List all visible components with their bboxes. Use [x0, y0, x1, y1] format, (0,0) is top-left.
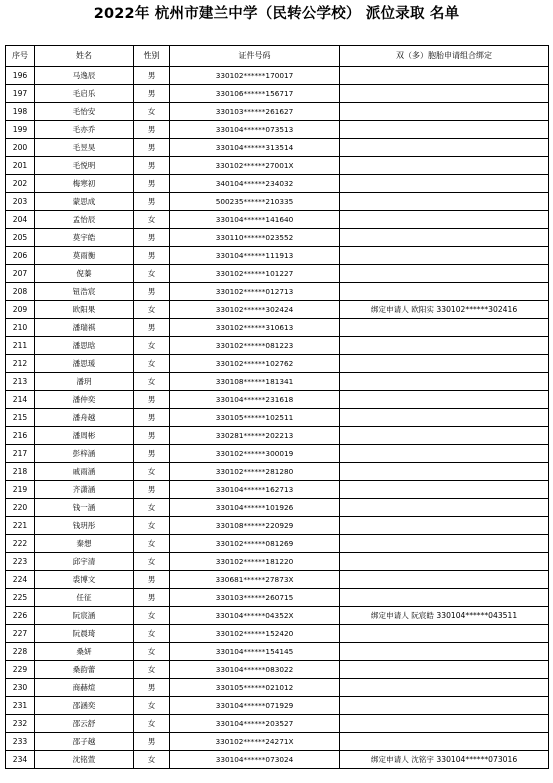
cell-no: 227	[6, 625, 35, 643]
cell-gender: 男	[134, 157, 170, 175]
cell-id: 330104******162713	[170, 481, 340, 499]
cell-gender: 男	[134, 283, 170, 301]
cell-no: 225	[6, 589, 35, 607]
cell-twin-binding	[340, 247, 549, 265]
cell-twin-binding	[340, 463, 549, 481]
cell-no: 234	[6, 751, 35, 769]
table-row	[6, 319, 549, 337]
cell-name: 裘博文	[35, 571, 134, 589]
cell-name: 毛启乐	[35, 85, 134, 103]
cell-no: 224	[6, 571, 35, 589]
cell-twin-binding	[340, 661, 549, 679]
cell-name: 钱玥彤	[35, 517, 134, 535]
cell-id: 330105******021012	[170, 679, 340, 697]
table-row	[6, 409, 549, 427]
cell-no: 212	[6, 355, 35, 373]
cell-no: 220	[6, 499, 35, 517]
cell-id: 330281******202213	[170, 427, 340, 445]
cell-gender: 女	[134, 301, 170, 319]
cell-no: 232	[6, 715, 35, 733]
cell-name: 邵子越	[35, 733, 134, 751]
cell-gender: 女	[134, 625, 170, 643]
table-row	[6, 445, 549, 463]
cell-twin-binding	[340, 733, 549, 751]
cell-name: 秦想	[35, 535, 134, 553]
cell-gender: 男	[134, 229, 170, 247]
cell-twin-binding	[340, 157, 549, 175]
table-row	[6, 121, 549, 139]
cell-gender: 男	[134, 139, 170, 157]
cell-id: 330102******302424	[170, 301, 340, 319]
cell-gender: 女	[134, 553, 170, 571]
cell-id: 330103******260715	[170, 589, 340, 607]
header-no: 序号	[6, 46, 35, 67]
cell-id: 330104******04352X	[170, 607, 340, 625]
cell-id: 330102******102762	[170, 355, 340, 373]
cell-name: 潘仲奕	[35, 391, 134, 409]
admission-table	[5, 45, 549, 769]
cell-gender: 男	[134, 247, 170, 265]
cell-no: 202	[6, 175, 35, 193]
cell-id: 330102******310613	[170, 319, 340, 337]
header-gender: 性别	[134, 46, 170, 67]
cell-no: 219	[6, 481, 35, 499]
cell-no: 216	[6, 427, 35, 445]
cell-name: 欧阳果	[35, 301, 134, 319]
cell-gender: 男	[134, 67, 170, 85]
cell-gender: 男	[134, 445, 170, 463]
cell-name: 毛亦乔	[35, 121, 134, 139]
cell-gender: 女	[134, 697, 170, 715]
cell-gender: 男	[134, 319, 170, 337]
cell-twin-binding	[340, 193, 549, 211]
cell-gender: 男	[134, 427, 170, 445]
document-title: 2022年 杭州市建兰中学（民转公学校） 派位录取 名单	[93, 6, 460, 22]
cell-twin-binding	[340, 535, 549, 553]
cell-gender: 女	[134, 103, 170, 121]
table-row	[6, 499, 549, 517]
cell-no: 200	[6, 139, 35, 157]
cell-name: 邱宇清	[35, 553, 134, 571]
cell-id: 330106******156717	[170, 85, 340, 103]
cell-twin-binding	[340, 553, 549, 571]
cell-name: 倪蓁	[35, 265, 134, 283]
cell-name: 任征	[35, 589, 134, 607]
cell-twin-binding	[340, 697, 549, 715]
cell-name: 钮浩宸	[35, 283, 134, 301]
cell-id: 330102******101227	[170, 265, 340, 283]
cell-id: 330108******181341	[170, 373, 340, 391]
cell-name: 彭梓涵	[35, 445, 134, 463]
table-row	[6, 391, 549, 409]
cell-no: 203	[6, 193, 35, 211]
cell-no: 231	[6, 697, 35, 715]
table-row	[6, 661, 549, 679]
cell-gender: 女	[134, 463, 170, 481]
cell-twin-binding	[340, 121, 549, 139]
cell-id: 330104******231618	[170, 391, 340, 409]
cell-no: 196	[6, 67, 35, 85]
table-row	[6, 85, 549, 103]
table-row	[6, 751, 549, 769]
cell-gender: 女	[134, 355, 170, 373]
cell-twin-binding	[340, 373, 549, 391]
cell-no: 201	[6, 157, 35, 175]
header-name: 姓名	[35, 46, 134, 67]
cell-gender: 男	[134, 121, 170, 139]
cell-name: 毛怡安	[35, 103, 134, 121]
table-row	[6, 589, 549, 607]
cell-id: 330102******012713	[170, 283, 340, 301]
cell-no: 228	[6, 643, 35, 661]
cell-gender: 男	[134, 175, 170, 193]
cell-gender: 女	[134, 751, 170, 769]
cell-id: 330102******281280	[170, 463, 340, 481]
cell-id: 330110******023552	[170, 229, 340, 247]
cell-gender: 男	[134, 85, 170, 103]
cell-gender: 女	[134, 607, 170, 625]
cell-twin-binding	[340, 67, 549, 85]
cell-twin-binding	[340, 445, 549, 463]
cell-name: 毛悦明	[35, 157, 134, 175]
cell-gender: 女	[134, 535, 170, 553]
cell-twin-binding: 绑定申请人 欧阳实 330102******302416	[340, 301, 549, 319]
cell-twin-binding	[340, 625, 549, 643]
cell-name: 商赫煊	[35, 679, 134, 697]
cell-twin-binding	[340, 589, 549, 607]
table-row	[6, 517, 549, 535]
cell-twin-binding: 绑定申请人 沈铭宇 330104******073016	[340, 751, 549, 769]
table-row	[6, 229, 549, 247]
table-row	[6, 373, 549, 391]
cell-no: 207	[6, 265, 35, 283]
table-row	[6, 697, 549, 715]
table-row	[6, 337, 549, 355]
cell-no: 215	[6, 409, 35, 427]
cell-name: 邵云舒	[35, 715, 134, 733]
cell-no: 211	[6, 337, 35, 355]
cell-no: 199	[6, 121, 35, 139]
cell-id: 330108******220929	[170, 517, 340, 535]
cell-id: 330104******111913	[170, 247, 340, 265]
cell-twin-binding	[340, 139, 549, 157]
table-row	[6, 481, 549, 499]
cell-no: 230	[6, 679, 35, 697]
cell-gender: 男	[134, 481, 170, 499]
cell-id: 330102******170017	[170, 67, 340, 85]
table-body	[6, 67, 549, 769]
cell-name: 潘思晗	[35, 337, 134, 355]
cell-name: 莫宇皓	[35, 229, 134, 247]
cell-twin-binding	[340, 499, 549, 517]
cell-no: 205	[6, 229, 35, 247]
cell-twin-binding	[340, 715, 549, 733]
cell-id: 330104******203527	[170, 715, 340, 733]
cell-twin-binding	[340, 175, 549, 193]
cell-no: 218	[6, 463, 35, 481]
cell-name: 桑妍	[35, 643, 134, 661]
cell-no: 197	[6, 85, 35, 103]
cell-twin-binding	[340, 103, 549, 121]
cell-gender: 女	[134, 211, 170, 229]
cell-id: 330102******081223	[170, 337, 340, 355]
cell-twin-binding	[340, 409, 549, 427]
cell-id: 330102******300019	[170, 445, 340, 463]
cell-twin-binding	[340, 355, 549, 373]
cell-id: 330102******24271X	[170, 733, 340, 751]
table-row	[6, 733, 549, 751]
cell-gender: 男	[134, 679, 170, 697]
cell-id: 330102******181220	[170, 553, 340, 571]
cell-name: 潘思瑗	[35, 355, 134, 373]
cell-gender: 女	[134, 337, 170, 355]
cell-gender: 女	[134, 499, 170, 517]
cell-no: 217	[6, 445, 35, 463]
cell-no: 229	[6, 661, 35, 679]
cell-id: 330102******081269	[170, 535, 340, 553]
cell-id: 330104******141640	[170, 211, 340, 229]
cell-name: 阮晨琦	[35, 625, 134, 643]
cell-no: 209	[6, 301, 35, 319]
table-row	[6, 643, 549, 661]
cell-id: 330105******102511	[170, 409, 340, 427]
cell-no: 213	[6, 373, 35, 391]
table-row	[6, 715, 549, 733]
table-row	[6, 211, 549, 229]
cell-name: 潘周彬	[35, 427, 134, 445]
table-row	[6, 301, 549, 319]
cell-id: 330102******27001X	[170, 157, 340, 175]
cell-name: 梅寒初	[35, 175, 134, 193]
header-id: 证件号码	[170, 46, 340, 67]
cell-name: 马逸辰	[35, 67, 134, 85]
cell-name: 蒙思成	[35, 193, 134, 211]
cell-twin-binding	[340, 427, 549, 445]
cell-twin-binding	[340, 679, 549, 697]
cell-id: 340104******234032	[170, 175, 340, 193]
table-row	[6, 175, 549, 193]
cell-no: 208	[6, 283, 35, 301]
cell-twin-binding	[340, 571, 549, 589]
cell-name: 毛昱昊	[35, 139, 134, 157]
table-row	[6, 103, 549, 121]
cell-id: 330104******101926	[170, 499, 340, 517]
cell-name: 沈铭萱	[35, 751, 134, 769]
cell-twin-binding	[340, 481, 549, 499]
cell-gender: 女	[134, 265, 170, 283]
cell-gender: 女	[134, 373, 170, 391]
cell-name: 桑韵蕾	[35, 661, 134, 679]
cell-name: 阮宸涵	[35, 607, 134, 625]
table-row	[6, 67, 549, 85]
cell-gender: 女	[134, 661, 170, 679]
cell-id: 330104******083022	[170, 661, 340, 679]
cell-id: 330104******073513	[170, 121, 340, 139]
header-twin-binding: 双（多）胞胎申请组合绑定	[340, 46, 549, 67]
cell-twin-binding	[340, 85, 549, 103]
table-row	[6, 247, 549, 265]
cell-no: 233	[6, 733, 35, 751]
cell-twin-binding	[340, 319, 549, 337]
table-row	[6, 355, 549, 373]
cell-twin-binding	[340, 643, 549, 661]
cell-id: 330102******152420	[170, 625, 340, 643]
cell-id: 330681******27873X	[170, 571, 340, 589]
cell-no: 222	[6, 535, 35, 553]
cell-id: 330104******071929	[170, 697, 340, 715]
cell-no: 214	[6, 391, 35, 409]
cell-no: 223	[6, 553, 35, 571]
cell-gender: 男	[134, 391, 170, 409]
table-row	[6, 625, 549, 643]
cell-no: 226	[6, 607, 35, 625]
cell-name: 戚雨涵	[35, 463, 134, 481]
cell-gender: 女	[134, 517, 170, 535]
cell-gender: 女	[134, 715, 170, 733]
cell-id: 500235******210335	[170, 193, 340, 211]
cell-gender: 男	[134, 733, 170, 751]
table-row	[6, 283, 549, 301]
cell-twin-binding	[340, 337, 549, 355]
table-row	[6, 571, 549, 589]
cell-name: 齐潇涵	[35, 481, 134, 499]
table-row	[6, 535, 549, 553]
table-row	[6, 157, 549, 175]
cell-name: 邵涵奕	[35, 697, 134, 715]
table-row	[6, 193, 549, 211]
table-row	[6, 553, 549, 571]
cell-no: 206	[6, 247, 35, 265]
cell-twin-binding	[340, 517, 549, 535]
cell-gender: 男	[134, 409, 170, 427]
table-row	[6, 679, 549, 697]
cell-no: 221	[6, 517, 35, 535]
table-row	[6, 139, 549, 157]
cell-name: 钱一涵	[35, 499, 134, 517]
cell-id: 330104******073024	[170, 751, 340, 769]
cell-gender: 女	[134, 643, 170, 661]
cell-name: 潘玥	[35, 373, 134, 391]
cell-name: 潘舟越	[35, 409, 134, 427]
cell-gender: 男	[134, 193, 170, 211]
table-row	[6, 607, 549, 625]
cell-id: 330104******313514	[170, 139, 340, 157]
cell-twin-binding	[340, 211, 549, 229]
cell-twin-binding	[340, 391, 549, 409]
cell-gender: 男	[134, 571, 170, 589]
table-row	[6, 427, 549, 445]
table-row	[6, 463, 549, 481]
cell-twin-binding: 绑定申请人 阮宸皓 330104******043511	[340, 607, 549, 625]
cell-id: 330104******154145	[170, 643, 340, 661]
table-header-row	[6, 46, 549, 67]
cell-id: 330103******261627	[170, 103, 340, 121]
cell-no: 204	[6, 211, 35, 229]
cell-no: 210	[6, 319, 35, 337]
cell-gender: 男	[134, 589, 170, 607]
cell-name: 莫雨衡	[35, 247, 134, 265]
cell-twin-binding	[340, 283, 549, 301]
cell-twin-binding	[340, 229, 549, 247]
table-row	[6, 265, 549, 283]
cell-twin-binding	[340, 265, 549, 283]
cell-name: 潘瑞祺	[35, 319, 134, 337]
cell-name: 孟怡辰	[35, 211, 134, 229]
cell-no: 198	[6, 103, 35, 121]
